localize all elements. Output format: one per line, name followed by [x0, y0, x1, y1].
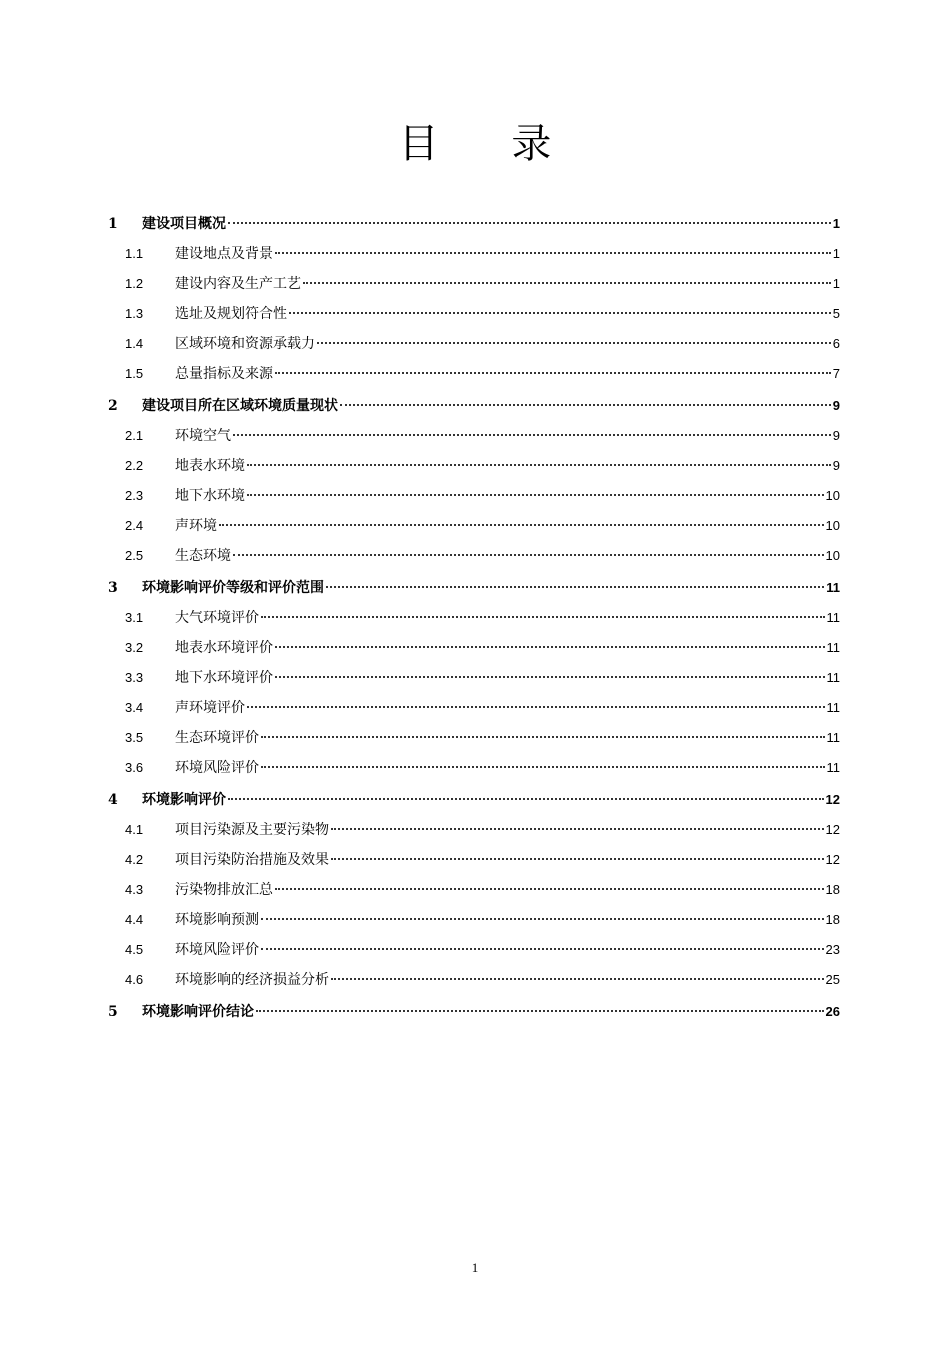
toc-entry-number: 1: [108, 216, 118, 232]
toc-entry-number: 3.6: [125, 760, 144, 775]
toc-entry-page: 18: [825, 882, 840, 897]
toc-entry-page: 12: [825, 822, 840, 837]
toc-entry-label: 地表水环境评价: [175, 640, 273, 656]
toc-dot-leader: [303, 281, 831, 284]
toc-dot-leader: [275, 645, 825, 648]
toc-entry-label: 项目污染源及主要污染物: [175, 822, 329, 838]
toc-entry-page: 9: [832, 458, 840, 473]
toc-entry-number: 4.5: [125, 942, 144, 957]
toc-section-entry[interactable]: [108, 965, 840, 995]
toc-dot-leader: [219, 523, 824, 526]
toc-section-entry[interactable]: [108, 269, 840, 299]
toc-section-entry[interactable]: [108, 723, 840, 753]
toc-entry-page: 10: [825, 518, 840, 533]
toc-entry-number: 2: [108, 398, 118, 414]
toc-entry-number: 1.1: [125, 246, 144, 261]
toc-dot-leader: [228, 797, 824, 800]
toc-chapter-entry[interactable]: [108, 995, 840, 1027]
toc-entry-page: 1: [832, 216, 840, 231]
toc-section-entry[interactable]: [108, 815, 840, 845]
toc-entry-page: 25: [825, 972, 840, 987]
toc-entry-page: 1: [832, 276, 840, 291]
toc-entry-page: 23: [825, 942, 840, 957]
toc-dot-leader: [256, 1009, 824, 1012]
toc-entry-page: 11: [826, 700, 840, 715]
toc-dot-leader: [261, 947, 824, 950]
toc-section-entry[interactable]: [108, 905, 840, 935]
toc-entry-number: 5: [108, 1004, 118, 1020]
toc-dot-leader: [340, 403, 831, 406]
toc-entry-number: 1.3: [125, 306, 144, 321]
toc-section-entry[interactable]: [108, 603, 840, 633]
toc-entry-label: 建设项目概况: [142, 216, 226, 232]
toc-entry-number: 2.5: [125, 548, 144, 563]
toc-dot-leader: [261, 917, 824, 920]
toc-dot-leader: [275, 887, 824, 890]
toc-section-entry[interactable]: [108, 329, 840, 359]
toc-section-entry[interactable]: [108, 663, 840, 693]
toc-entry-number: 4: [108, 792, 118, 808]
toc-dot-leader: [247, 705, 825, 708]
toc-section-entry[interactable]: [108, 511, 840, 541]
toc-entry-number: 4.4: [125, 912, 144, 927]
toc-entry-number: 3: [108, 580, 118, 596]
toc-entry-label: 地表水环境: [175, 458, 245, 474]
toc-chapter-entry[interactable]: [108, 571, 840, 603]
toc-entry-number: 1.5: [125, 366, 144, 381]
toc-section-entry[interactable]: [108, 633, 840, 663]
toc-entry-label: 选址及规划符合性: [175, 306, 287, 322]
page-number: 1: [471, 1260, 479, 1275]
toc-entry-page: 11: [826, 610, 840, 625]
toc-entry-number: 3.4: [125, 700, 144, 715]
toc-entry-page: 5: [832, 306, 840, 321]
toc-entry-label: 建设地点及背景: [175, 246, 273, 262]
toc-entry-page: 11: [826, 640, 840, 655]
toc-entry-page: 6: [832, 336, 840, 351]
toc-entry-label: 环境空气: [175, 428, 231, 444]
toc-entry-label: 环境影响评价: [142, 792, 226, 808]
toc-entry-page: 12: [825, 852, 840, 867]
toc-section-entry[interactable]: [108, 359, 840, 389]
toc-entry-label: 总量指标及来源: [175, 366, 273, 382]
toc-entry-number: 1.4: [125, 336, 144, 351]
toc-entry-page: 9: [832, 428, 840, 443]
toc-entry-number: 2.1: [125, 428, 144, 443]
toc-entry-page: 12: [825, 792, 840, 807]
toc-entry-number: 3.5: [125, 730, 144, 745]
toc-section-entry[interactable]: [108, 541, 840, 571]
toc-entry-label: 生态环境: [175, 548, 231, 564]
toc-entry-label: 声环境评价: [175, 700, 245, 716]
toc-dot-leader: [233, 553, 824, 556]
toc-entry-page: 11: [826, 580, 840, 595]
toc-entry-page: 26: [825, 1004, 840, 1019]
toc-dot-leader: [317, 341, 831, 344]
toc-section-entry[interactable]: [108, 753, 840, 783]
toc-section-entry[interactable]: [108, 421, 840, 451]
toc-dot-leader: [261, 735, 825, 738]
toc-entry-label: 项目污染防治措施及效果: [175, 852, 329, 868]
toc-section-entry[interactable]: [108, 845, 840, 875]
toc-section-entry[interactable]: [108, 239, 840, 269]
toc-dot-leader: [326, 585, 824, 588]
toc-entry-label: 污染物排放汇总: [175, 882, 273, 898]
toc-entry-label: 地下水环境: [175, 488, 245, 504]
toc-dot-leader: [331, 827, 824, 830]
toc-entry-number: 4.1: [125, 822, 144, 837]
toc-entry-label: 地下水环境评价: [175, 670, 273, 686]
toc-chapter-entry[interactable]: [108, 783, 840, 815]
toc-entry-label: 环境风险评价: [175, 760, 259, 776]
toc-entry-number: 2.3: [125, 488, 144, 503]
toc-dot-leader: [331, 857, 824, 860]
page-title: 目 录: [398, 121, 582, 167]
toc-section-entry[interactable]: [108, 875, 840, 905]
toc-dot-leader: [228, 221, 831, 224]
toc-entry-number: 3.3: [125, 670, 144, 685]
toc-entry-label: 环境影响的经济损益分析: [175, 972, 329, 988]
toc-chapter-entry[interactable]: [108, 389, 840, 421]
toc-entry-page: 11: [826, 760, 840, 775]
toc-dot-leader: [247, 463, 831, 466]
toc-entry-page: 18: [825, 912, 840, 927]
toc-dot-leader: [261, 615, 825, 618]
toc-section-entry[interactable]: [108, 299, 840, 329]
toc-section-entry[interactable]: [108, 693, 840, 723]
toc-dot-leader: [261, 765, 825, 768]
toc-entry-label: 环境风险评价: [175, 942, 259, 958]
toc-dot-leader: [275, 675, 825, 678]
toc-entry-page: 9: [832, 398, 840, 413]
toc-entry-number: 4.3: [125, 882, 144, 897]
toc-entry-number: 2.2: [125, 458, 144, 473]
toc-dot-leader: [233, 433, 831, 436]
toc-section-entry[interactable]: [108, 935, 840, 965]
toc-dot-leader: [247, 493, 824, 496]
toc-entry-number: 1.2: [125, 276, 144, 291]
toc-entry-number: 2.4: [125, 518, 144, 533]
toc-entry-page: 10: [825, 548, 840, 563]
table-of-contents: [108, 207, 840, 1027]
toc-entry-label: 区域环境和资源承载力: [175, 336, 315, 352]
toc-dot-leader: [275, 251, 831, 254]
toc-entry-label: 建设项目所在区域环境质量现状: [142, 398, 338, 414]
toc-section-entry[interactable]: [108, 481, 840, 511]
toc-entry-label: 环境影响评价结论: [142, 1004, 254, 1020]
toc-section-entry[interactable]: [108, 451, 840, 481]
toc-entry-number: 4.2: [125, 852, 144, 867]
toc-entry-label: 建设内容及生产工艺: [175, 276, 301, 292]
toc-entry-page: 10: [825, 488, 840, 503]
toc-entry-label: 环境影响评价等级和评价范围: [142, 580, 324, 596]
toc-entry-label: 环境影响预测: [175, 912, 259, 928]
toc-chapter-entry[interactable]: [108, 207, 840, 239]
toc-dot-leader: [331, 977, 824, 980]
toc-entry-number: 3.1: [125, 610, 144, 625]
toc-entry-label: 声环境: [175, 518, 217, 534]
toc-dot-leader: [289, 311, 831, 314]
toc-entry-label: 大气环境评价: [175, 610, 259, 626]
toc-entry-page: 11: [826, 670, 840, 685]
toc-entry-number: 4.6: [125, 972, 144, 987]
toc-entry-page: 11: [826, 730, 840, 745]
toc-entry-label: 生态环境评价: [175, 730, 259, 746]
toc-entry-page: 1: [832, 246, 840, 261]
toc-entry-number: 3.2: [125, 640, 144, 655]
toc-dot-leader: [275, 371, 831, 374]
toc-entry-page: 7: [832, 366, 840, 381]
